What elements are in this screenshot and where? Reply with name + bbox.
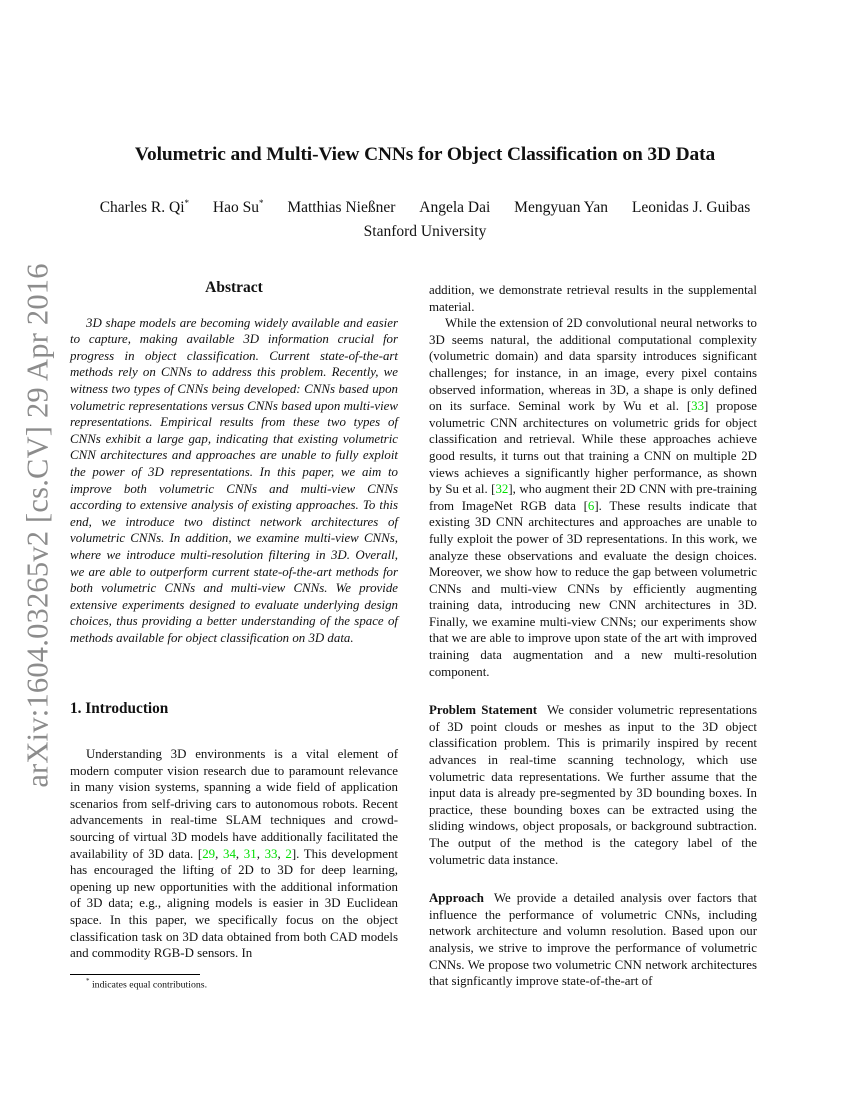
problem-statement-paragraph [429, 702, 757, 868]
author-name: Hao Su [212, 199, 259, 216]
intro-text: Understanding 3D environments is a vital element of modern computer vision research due to paramount relevance in many vision systems, spanning a wide field of application scenarios from self-driving cars to autonomous robots. Recent advancements in real-time SLAM techniques and crowd-sourcing of virtual 3D models have additionally facilitated the availability of 3D data. [ [70, 747, 398, 861]
citation-link[interactable]: 33 [264, 846, 278, 861]
intro-text: While the extension of 2D convolutional neural networks to 3D seems natural, the additional computational complexity (volumetric domain) and data sparsity introduces significant challenges; for instance, in an image, every pixel contains observed information, whereas in 3D, a shape is only defined on its surface. Seminal work by Wu et al. [ [429, 316, 757, 414]
intro-text: ] propose volumetric CNN architectures on volumetric grids for object classification and retrieval. While these approaches achieve good results, it turns out that training a CNN on multiple 2D views achieves a significantly higher performance, as shown by Su et al. [ [429, 399, 758, 497]
equal-contribution-mark: * [184, 198, 190, 208]
intro-text: ], who augment their 2D CNN with pre-training from ImageNet RGB data [ [429, 482, 757, 513]
paper-title: Volumetric and Multi-View CNNs for Object Classification on 3D Data [134, 144, 716, 165]
equal-contribution-mark: * [258, 198, 264, 208]
abstract-text: 3D shape models are becoming widely available and easier to capture, making available 3D information crucial for progress in object classification. Current state-of-the-art methods rely on CNNs to address this problem. Recently, we witness two types of CNNs being developed: CNNs based upon volumetric representations versus CNNs based upon multi-view representations. Empirical results from these two types of CNNs exhibit a large gap, indicating that existing volumetric CNN architectures and approaches are unable to fully exploit the power of 3D representations. In this paper, we aim to improve both volumetric CNNs and multi-view CNNs according to extensive analysis of existing approaches. To this end, we introduce two distinct network architectures of volumetric CNNs. In addition, we examine multi-view CNNs, where we introduce multi-resolution filtering in 3D. Overall, we are able to outperform current state-of-the-art methods for both volumetric CNNs and multi-view CNNs. We provide extensive experiments designed to evaluate underlying design choices, thus providing a better understanding of the space of methods available for object classification on 3D data. [70, 315, 398, 645]
author [419, 199, 490, 217]
author [514, 199, 608, 217]
author [287, 199, 395, 217]
author [213, 199, 264, 217]
footnote-mark: * [86, 977, 90, 985]
affiliation: Stanford University [363, 223, 487, 240]
citation-link[interactable]: 2 [285, 846, 292, 861]
footnote-divider [70, 974, 200, 975]
intro-paragraph-2 [429, 315, 757, 680]
citation-link[interactable]: 34 [223, 846, 236, 861]
arxiv-identifier-stamp [16, 262, 60, 788]
approach-heading: Approach [429, 891, 484, 906]
intro-text: ]. This development has encouraged the lifting of 2D to 3D for deep learning, opening up new opportunities with the additional information of 3D data; e.g., aligning models is easier in 3D Euclidean space. In this paper, we specifically focus on the object classification task on 3D data obtained from both CAD models and commodity RGB-D sensors. In [70, 846, 398, 961]
section-heading-introduction: 1. Introduction [70, 700, 169, 717]
author-name: Matthias Nießner [287, 199, 396, 216]
problem-statement-heading: Problem Statement [429, 703, 538, 718]
abstract-section [70, 280, 398, 646]
citation-link[interactable]: 31 [243, 846, 257, 861]
footnote-text: indicates equal contributions. [89, 979, 208, 991]
citation-link[interactable]: 29 [202, 846, 216, 861]
approach-paragraph [429, 890, 757, 990]
author-list [0, 199, 850, 217]
author-name: Mengyuan Yan [514, 199, 609, 216]
right-column [429, 282, 757, 990]
intro-paragraph-1-continued: addition, we demonstrate retrieval results in the supplemental material. [429, 283, 757, 314]
citation-link[interactable]: 6 [587, 498, 595, 513]
author [100, 199, 189, 217]
author-name: Leonidas J. Guibas [631, 199, 751, 216]
intro-text: ]. These results indicate that existing 3D CNN architectures and approaches are unable to fully exploit the power of 3D representations. In this work, we analyze these observations and evaluate the design choices. Moreover, we show how to reduce the gap between volumetric CNNs and multi-view CNNs by efficiently augmenting training data, introducing new CNN architectures in 3D. Finally, we examine multi-view CNNs; our experiments show that we are able to improve upon state of the art with improved training data augmentation and a new multi-resolution component. [429, 498, 757, 679]
author-name: Charles R. Qi [99, 199, 185, 216]
problem-statement-text: We consider volumetric representations of 3D point clouds or meshes as input to the 3D object classification problem. This is primarily inspired by recent advances in real-time scanning technology, which use volumetric data representations. We further assume that the input data is already pre-segmented by 3D bounding boxes. In practice, these bounding boxes can be extracted using the sliding windows, object proposals, or background subtraction. The output of the method is the category label of the volumetric data instance. [429, 703, 757, 867]
author-name: Angela Dai [419, 199, 491, 216]
approach-text: We provide a detailed analysis over factors that influence the performance of volumetric CNNs, including network architecture and volumn resolution. Based upon our analysis, we strive to improve the performance of volumetric CNNs. We propose two volumetric CNN network architectures that signficantly improve state-of-the-art of [429, 891, 757, 989]
footnote [86, 977, 207, 990]
author [632, 199, 750, 217]
arxiv-identifier-text: arXiv:1604.03265v2 [cs.CV] 29 Apr 2016 [20, 262, 55, 788]
abstract-heading: Abstract [205, 279, 263, 296]
intro-paragraph-1: Understanding 3D environments is a vital element of modern computer vision research due to paramount relevance in many vision systems, spanning a wide field of application scenarios from self-driving cars to autonomous robots. Recent advancements in real-time SLAM techniques and crowd-sourcing of virtual 3D models have additionally facilitated the availability of 3D data. [29, 34, 31, 33, 2]. This development has encouraged the lifting of 2D to 3D for deep learning, opening up new opportunities with the additional information of 3D data; e.g., aligning models is easier in 3D Euclidean space. In this paper, we specifically focus on the object classification task on 3D data obtained from both CAD models and commodity RGB-D sensors. In [70, 747, 398, 961]
citation-link[interactable]: 32 [495, 482, 509, 497]
citation-link[interactable]: 33 [691, 399, 705, 414]
